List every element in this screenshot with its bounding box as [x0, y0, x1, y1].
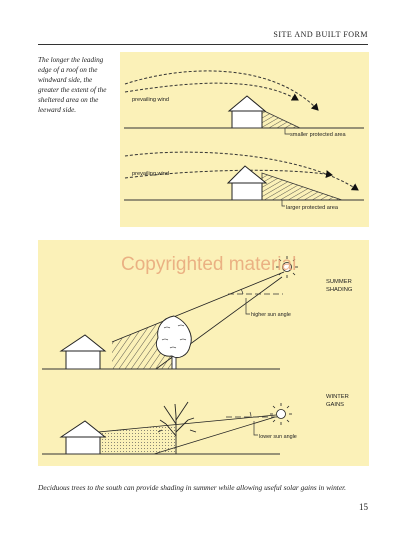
- winter-house: [61, 421, 105, 454]
- header-title: SITE AND BUILT FORM: [273, 30, 368, 39]
- house-top: [229, 96, 265, 128]
- top-area-label: smaller protected area: [290, 132, 346, 138]
- winter-angle-label: lower sun angle: [259, 434, 297, 440]
- winter-gain-area: [88, 425, 176, 454]
- summer-angle-label: higher sun angle: [251, 312, 291, 318]
- winter-ray-1: [88, 415, 276, 433]
- summer-ray-1: [112, 272, 284, 342]
- page-number: 15: [359, 502, 368, 512]
- house-bottom: [228, 166, 266, 200]
- top-wind-label: prevailing wind: [132, 97, 170, 103]
- winter-sun-icon: [270, 403, 292, 425]
- winter-title-line1: WINTER: [326, 394, 349, 400]
- bottom-area-label: larger protected area: [286, 205, 338, 211]
- top-scenario: [124, 71, 364, 138]
- summer-title-line2: SHADING: [326, 287, 353, 293]
- summer-house: [61, 335, 105, 369]
- winter-scenario: [42, 394, 349, 454]
- bottom-wind-label: prevailing wind: [132, 171, 170, 177]
- figure-caption: Deciduous trees to the south can provide shading in summer while allowing useful solar gains in winter.: [38, 483, 346, 492]
- wind-flow-line-1: [125, 71, 318, 110]
- wind-shelter-diagram: [120, 52, 369, 227]
- winter-title-line2: GAINS: [326, 402, 345, 408]
- summer-title-line1: SUMMER: [326, 279, 352, 285]
- large-protected-area: [262, 173, 342, 200]
- bottom-scenario: [124, 152, 364, 211]
- small-protected-area: [262, 110, 300, 128]
- sidebar-caption: The longer the leading edge of a roof on the windward side, the greater the extent of the sheltered area on the leeward side.: [38, 56, 107, 114]
- wind-shelter-figure: [120, 52, 369, 227]
- running-header: [38, 30, 368, 45]
- watermark: Copyrighted material: [121, 254, 297, 275]
